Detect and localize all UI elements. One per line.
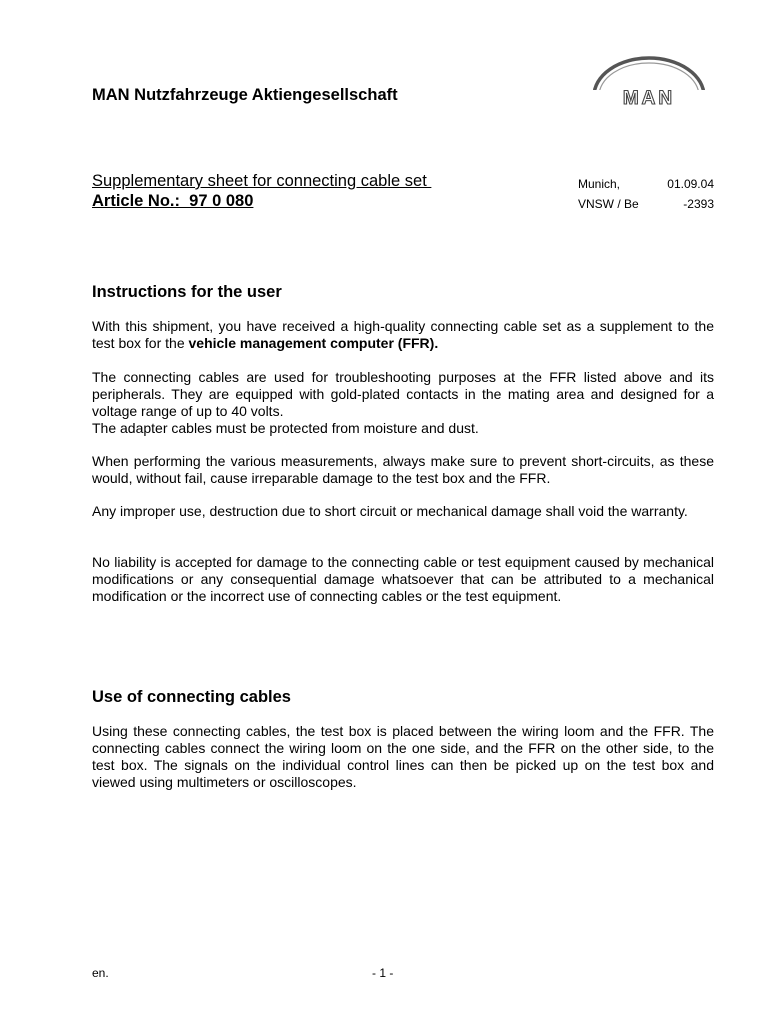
- paragraph-cables-purpose: [92, 369, 714, 437]
- company-name: MAN Nutzfahrzeuge Aktiengesellschaft: [92, 86, 398, 104]
- meta-date: 01.09.04: [667, 177, 714, 191]
- footer-page-number: - 1 -: [372, 966, 394, 980]
- section-heading-instructions: Instructions for the user: [92, 283, 282, 301]
- section-heading-use: Use of connecting cables: [92, 688, 291, 706]
- paragraph-cables-purpose-line1: The connecting cables are used for troubleshooting purposes at the FFR listed above and its peripherals. They are equipped with gold-plated contacts in the mating area and designed for a voltage range of up to 40 volts.: [92, 369, 714, 419]
- meta-city: Munich,: [578, 177, 621, 191]
- logo-text: MAN: [622, 88, 676, 108]
- paragraph-warranty: Any improper use, destruction due to short circuit or mechanical damage shall void the warranty.: [92, 503, 688, 519]
- article-number: Article No.: 97 0 080: [92, 192, 254, 210]
- paragraph-cables-purpose-line2: The adapter cables must be protected from moisture and dust.: [92, 420, 479, 436]
- paragraph-shipment-bold: vehicle management computer (FFR).: [188, 335, 439, 351]
- paragraph-measurements: When performing the various measurements, always make sure to prevent short-circuits, as these would, without fail, cause irreparable damage to the test box and the FFR.: [92, 453, 714, 486]
- man-logo: [588, 56, 710, 108]
- meta-number: -2393: [683, 197, 714, 211]
- paragraph-shipment: [92, 318, 714, 352]
- meta-reference: VNSW / Be: [578, 197, 639, 211]
- document-subtitle: Supplementary sheet for connecting cable set: [92, 172, 432, 190]
- paragraph-use: Using these connecting cables, the test box is placed between the wiring loom and the FFR. The connecting cables connect the wiring loom on the one side, and the FFR on the other side, to the test box. The signals on the individual control lines can then be picked up on the test box and viewed using multimeters or oscilloscopes.: [92, 723, 714, 790]
- footer-language: en.: [92, 966, 109, 980]
- paragraph-liability: No liability is accepted for damage to the connecting cable or test equipment caused by mechanical modifications or any consequential damage whatsoever that can be attributed to a mechanical modification or the incorrect use of connecting cables or the test equipment.: [92, 554, 714, 604]
- paragraph-shipment-text: With this shipment, you have received a high-quality connecting cable set as a supplement to the test box for the: [92, 318, 714, 351]
